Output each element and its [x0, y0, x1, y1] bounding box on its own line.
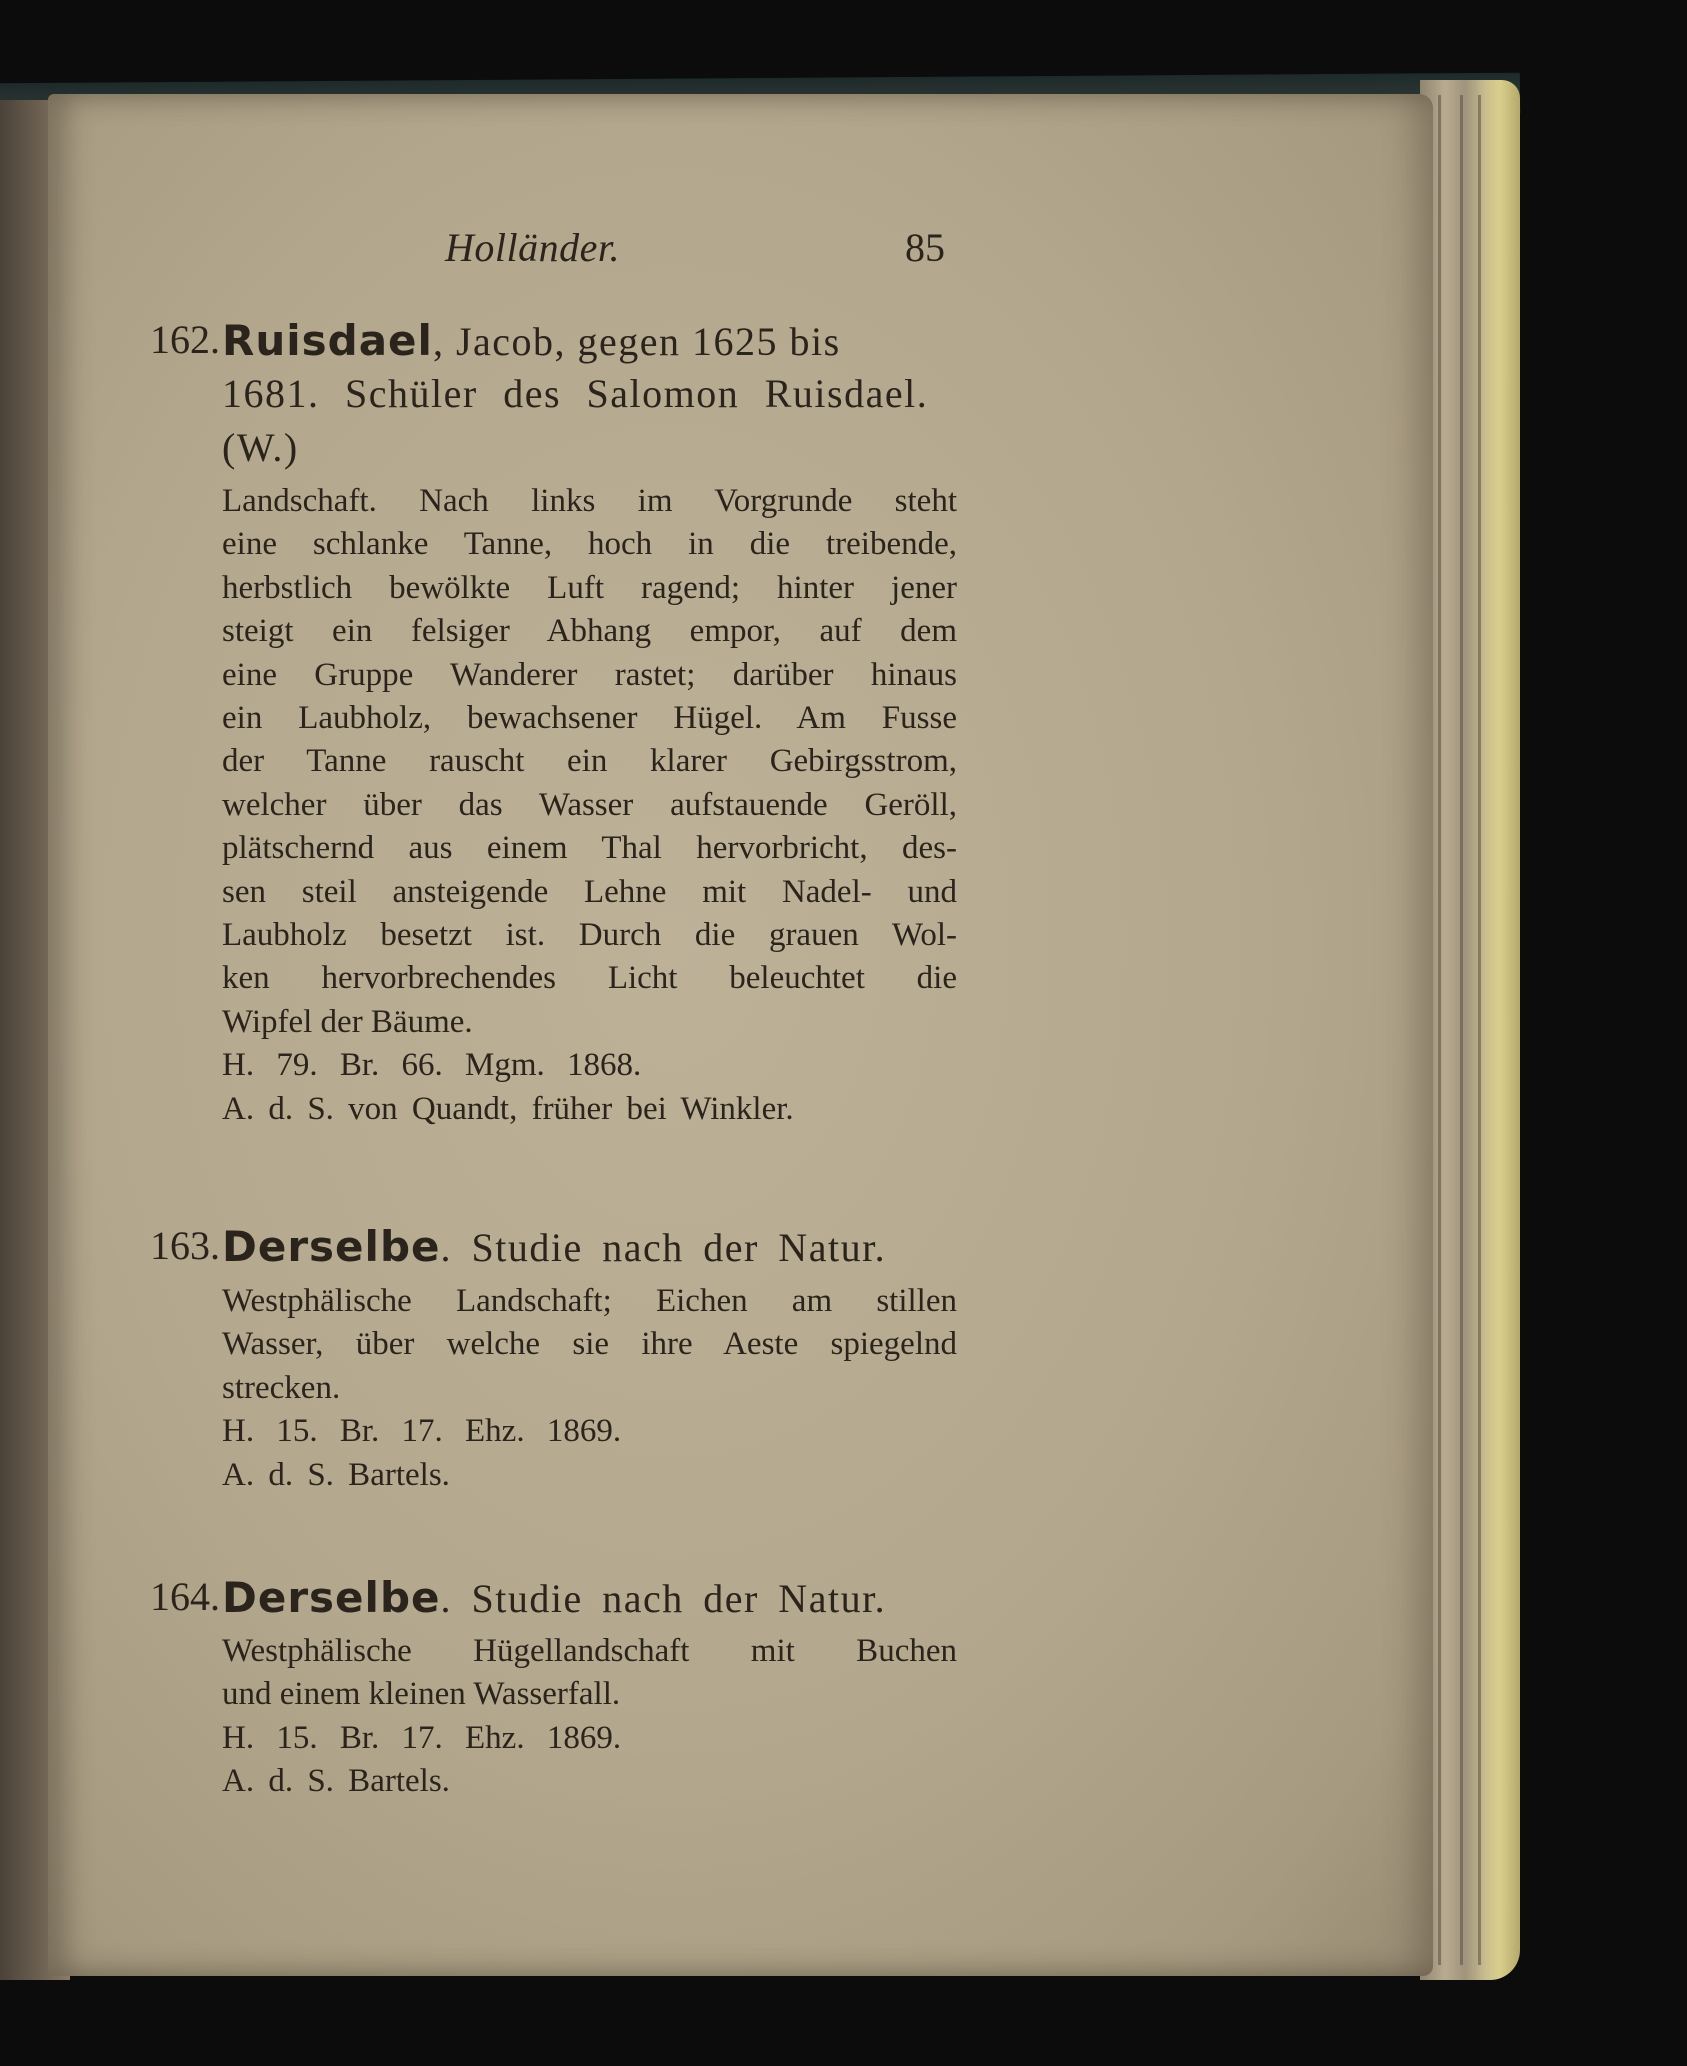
description-line: Wipfel der Bäume. [222, 1003, 473, 1040]
entry-number: 162. [150, 317, 220, 362]
heading-text: . Studie nach der Natur. [440, 1576, 887, 1621]
artist-name: Ruisdael [222, 316, 433, 365]
entry-number: 164. [150, 1574, 220, 1619]
artist-name: Derselbe [222, 1573, 441, 1622]
artist-name: Derselbe [222, 1222, 441, 1271]
page-edge-line [1460, 95, 1463, 1965]
description-line: ein Laubholz, bewachsener Hügel. Am Fusse [222, 700, 957, 737]
description-line: Wasser, über welche sie ihre Aeste spiegelnd [222, 1326, 957, 1363]
description-line: Landschaft. Nach links im Vorgrunde steht [222, 483, 957, 519]
provenance-line: A. d. S. Bartels. [222, 1763, 450, 1800]
description-line: steigt ein felsiger Abhang empor, auf dem [222, 613, 957, 650]
description-line: Westphälische Landschaft; Eichen am stillen [222, 1283, 957, 1319]
entry-number: 163. [150, 1223, 220, 1268]
description-line: welcher über das Wasser aufstauende Geröll, [222, 786, 957, 823]
page-edge-line [1478, 95, 1481, 1965]
page-number: 85 [905, 225, 945, 270]
entry-heading [222, 1573, 886, 1622]
description-line: sen steil ansteigende Lehne mit Nadel- und [222, 873, 957, 910]
entry-description [222, 1630, 957, 1804]
dimensions-line: H. 15. Br. 17. Ehz. 1869. [222, 1719, 622, 1756]
description-line: und einem kleinen Wasserfall. [222, 1676, 621, 1713]
provenance-line: A. d. S. von Quandt, früher bei Winkler. [222, 1090, 794, 1127]
page-edge-line [1438, 95, 1441, 1965]
description-line: eine schlanke Tanne, hoch in die treibende, [222, 526, 957, 563]
description-line: plätschernd aus einem Thal hervorbricht, des- [222, 830, 957, 867]
description-line: der Tanne rauscht ein klarer Gebirgsstrom, [222, 743, 957, 780]
description-line: ken hervorbrechendes Licht beleuchtet die [222, 960, 957, 997]
entry-heading-line: 1681. Schüler des Salomon Ruisdael. [222, 371, 929, 416]
entry-description [222, 1280, 957, 1497]
description-line: strecken. [222, 1369, 341, 1406]
heading-text: . Studie nach der Natur. [440, 1225, 887, 1270]
entry-heading-line: (W.) [222, 425, 299, 470]
description-line: eine Gruppe Wanderer rastet; darüber hinaus [222, 656, 957, 693]
heading-text: , Jacob, gegen 1625 bis [432, 319, 841, 364]
description-line: Westphälische Hügellandschaft mit Buchen [222, 1633, 957, 1669]
entry-description [222, 480, 957, 1131]
page-edges [1420, 80, 1520, 1980]
description-line: Laubholz besetzt ist. Durch die grauen Wol- [222, 917, 957, 954]
provenance-line: A. d. S. Bartels. [222, 1456, 450, 1493]
entry-heading [222, 1222, 886, 1271]
entry-heading [222, 316, 841, 365]
description-line: herbstlich bewölkte Luft ragend; hinter jener [222, 569, 957, 606]
dimensions-line: H. 15. Br. 17. Ehz. 1869. [222, 1413, 622, 1450]
running-head: Holländer. [445, 225, 620, 270]
dimensions-line: H. 79. Br. 66. Mgm. 1868. [222, 1047, 642, 1084]
